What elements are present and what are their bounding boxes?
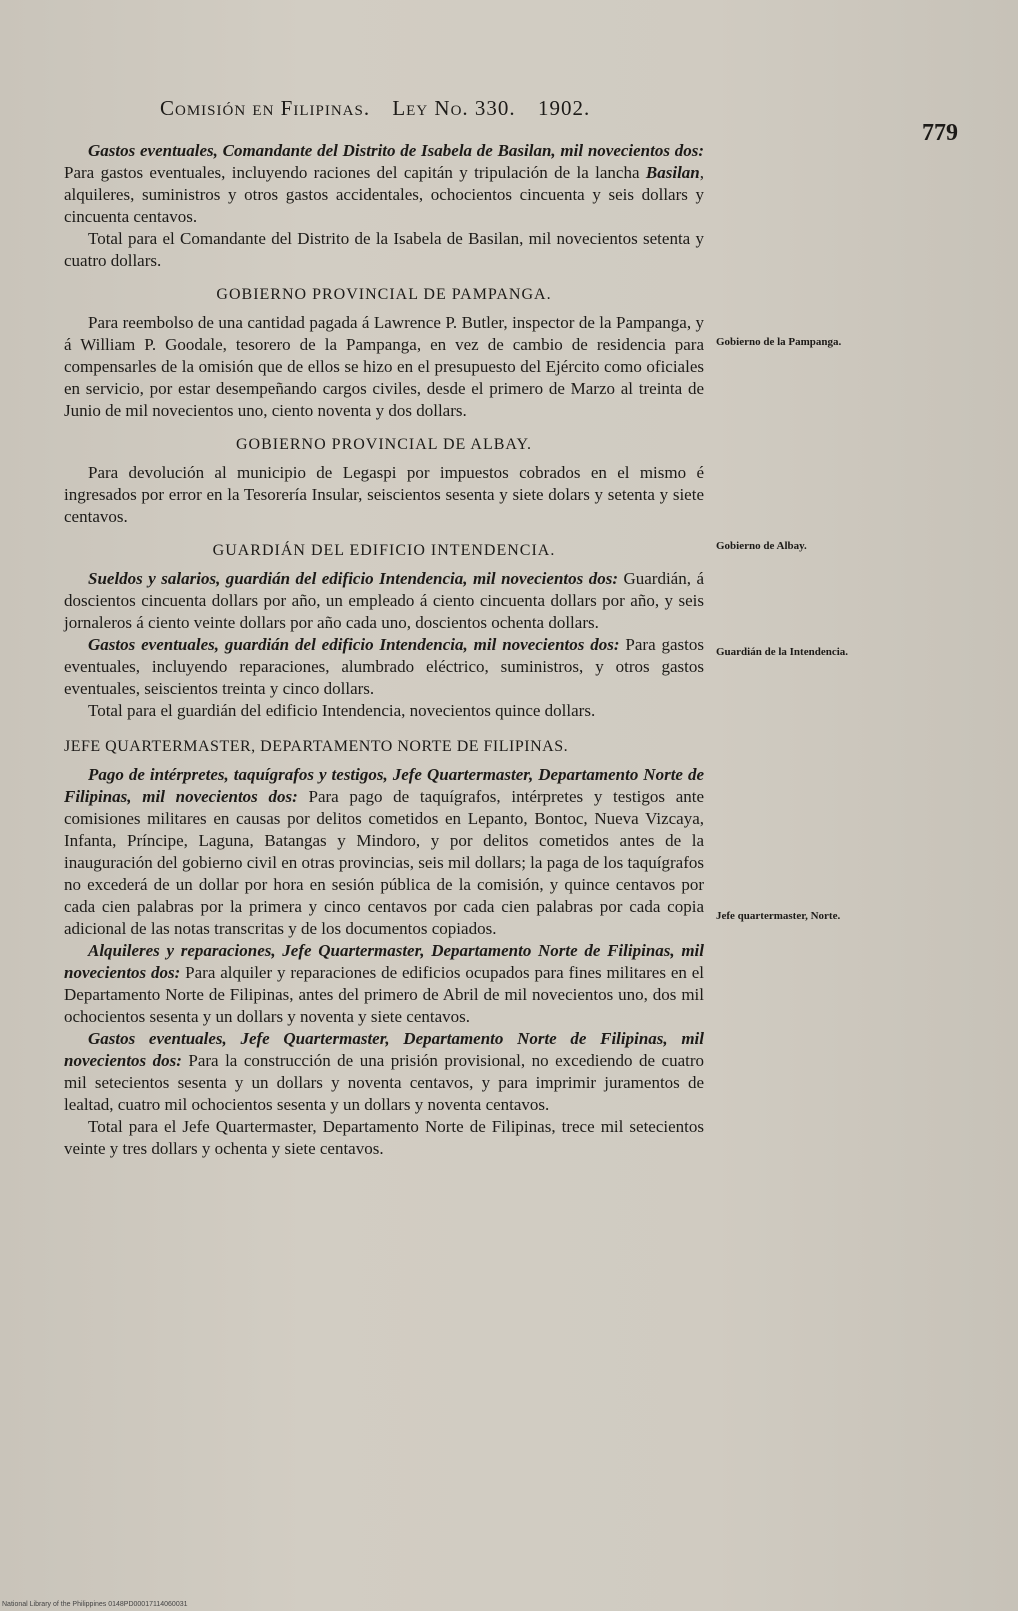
paragraph-quartermaster-total: Total para el Jefe Quartermaster, Departamento Norte de Filipinas, trece mil setecientos veinte y tres dollars y ochenta y siete centavos. [64,1117,704,1158]
margin-note-albay: Gobierno de Albay. [716,540,807,552]
paragraph-isabela-gastos: Gastos eventuales, Comandante del Distrito de Isabela de Basilan, mil novecientos dos: Para gastos eventuales, incluyendo raciones del capitán y tripulación de la lancha Basilan, alquileres, suministros y otros gastos accidentales, ochocientos cincuenta y seis dollars y cincuenta centavos. [64,141,704,226]
header-year: 1902. [537,96,591,120]
paragraph-quartermaster-pago: Pago de intérpretes, taquígrafos y testigos, Jefe Quartermaster, Departamento Norte de Filipinas, mil novecientos dos: Para pago de taquígrafos, intérpretes y testigos ante comisiones militares en causas por delitos cometidos en Lepanto, Bontoc, Nueva Vizcaya, Infanta, Príncipe, Laguna, Batangas y Mindoro, y por delitos cometidos antes de la inauguración del gobierno civil en otras provincias, seis mil dollars; la paga de los taquígrafos no excederá de un dollar por hora en sesión pública de la comisión, y quince centavos por cada cien palabras por la primera y cinco centavos por cada cien palabras por cada copia adicional de las notas transcritas y de los documentos copiados. [64,765,705,938]
paragraph-intendencia-sueldos: Sueldos y salarios, guardián del edificio Intendencia, mil novecientos dos: Guardián, á doscientos cincuenta dollars por año, un empleado á ciento cincuenta dollars por año, y seis jornaleros á ciento veinte dollars por año cada uno, doscientos ochenta dollars. [64,569,704,632]
paragraph-pampanga: Para reembolso de una cantidad pagada á Lawrence P. Butler, inspector de la Pampanga, y á William P. Goodale, tesorero de la Pampanga, en vez de cambio de residencia para compensarles de la omisión que de ellos se hizo en el presupuesto del Ejército como oficiales en servicio, por estar desempeñando cargos civiles, desde el primero de Marzo al treinta de Junio de mil novecientos uno, ciento noventa y dos dollars. [64,313,704,420]
paragraph-intendencia-gastos: Gastos eventuales, guardián del edificio Intendencia, mil novecientos dos: Para gastos eventuales, incluyendo reparaciones, alumbrado eléctrico, suministros, y otros gastos eventuales, seiscientos treinta y cinco dollars. [64,635,704,698]
section-heading-quartermaster: JEFE QUARTERMASTER, DEPARTAMENTO NORTE DE FILIPINAS. [64,738,569,755]
header-law: Ley No. 330. [392,96,516,120]
section-heading-pampanga: GOBIERNO PROVINCIAL DE PAMPANGA. [216,286,552,303]
margin-note-pampanga: Gobierno de la Pampanga. [716,336,842,348]
library-footer: National Library of the Philippines 0148PD00017114060031 [2,1601,188,1608]
margin-note-intendencia: Guardián de la Intendencia. [716,646,849,658]
item-heading: Alquileres y reparaciones, Jefe Quartermaster, Departamento Norte de Filipinas, mil novecientos dos: [64,941,704,982]
page-number: 779 [922,120,958,146]
paragraph-quartermaster-alquileres: Alquileres y reparaciones, Jefe Quartermaster, Departamento Norte de Filipinas, mil novecientos dos: Para alquiler y reparaciones de edificios ocupados para fines militares en el Departamento Norte de Filipinas, antes del primero de Abril de mil novecientos uno, dos mil ochocientos sesenta y un dollars y noventa y siete centavos. [64,941,704,1026]
item-heading: Gastos eventuales, guardián del edificio Intendencia, mil novecientos dos: [88,635,620,654]
body-text [64,140,704,1160]
item-heading: Pago de intérpretes, taquígrafos y testigos, Jefe Quartermaster, Departamento Norte de Filipinas, mil novecientos dos: [64,765,704,806]
paragraph-isabela-total: Total para el Comandante del Distrito de la Isabela de Basilan, mil novecientos setenta y cuatro dollars. [64,229,704,270]
running-header [160,96,590,121]
item-heading: Sueldos y salarios, guardián del edificio Intendencia, mil novecientos dos: [88,569,618,588]
header-title: Comisión en Filipinas. [160,96,371,120]
section-heading-intendencia: GUARDIÁN DEL EDIFICIO INTENDENCIA. [212,542,556,559]
paragraph-quartermaster-gastos: Gastos eventuales, Jefe Quartermaster, Departamento Norte de Filipinas, mil novecientos dos: Para la construcción de una prisión provisional, no excediendo de cuatro mil setecientos sesenta y un dollars y noventa centavos, y para imprimir juramentos de lealtad, cuatro mil ochocientos sesenta y un dollars y noventa centavos. [64,1029,704,1114]
paragraph-albay: Para devolución al municipio de Legaspi por impuestos cobrados en el mismo é ingresados por error en la Tesorería Insular, seiscientos sesenta y siete dolars y setenta y siete centavos. [64,463,704,526]
item-heading: Gastos eventuales, Comandante del Distrito de Isabela de Basilan, mil novecientos dos: [88,141,704,160]
section-heading-albay: GOBIERNO PROVINCIAL DE ALBAY. [236,436,532,453]
margin-note-quartermaster: Jefe quartermaster, Norte. [716,910,841,922]
vessel-name: Basilan [645,163,700,182]
paragraph-intendencia-total: Total para el guardián del edificio Intendencia, novecientos quince dollars. [88,701,596,720]
item-heading: Gastos eventuales, Jefe Quartermaster, Departamento Norte de Filipinas, mil novecientos dos: [64,1029,704,1070]
